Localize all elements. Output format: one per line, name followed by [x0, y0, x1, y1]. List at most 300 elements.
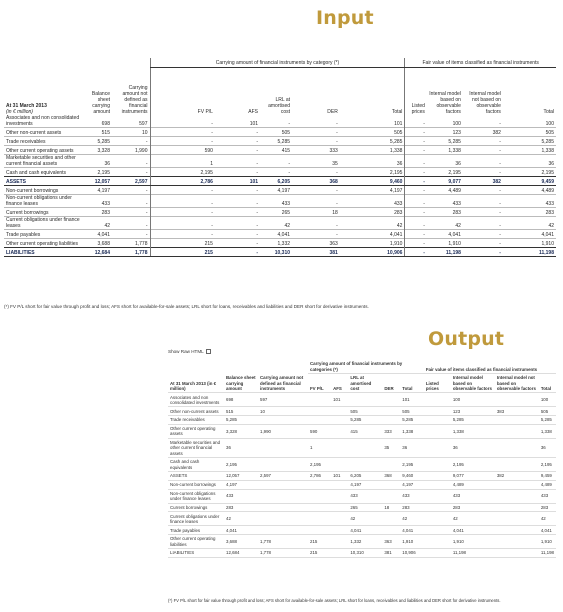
table-cell: - — [256, 232, 259, 238]
table-cell: 515 — [101, 130, 110, 136]
table-cell: - — [336, 188, 338, 194]
table-cell: - — [288, 161, 291, 167]
table-cell: 1,338 — [451, 424, 495, 438]
table-cell: 215 — [150, 248, 215, 257]
table-cell: 36 — [451, 438, 495, 457]
output-col-total2: Total — [539, 374, 556, 393]
table-cell: 215 — [150, 239, 215, 248]
table-cell — [258, 458, 308, 472]
table-cell: 36 — [539, 438, 556, 457]
table-cell — [382, 512, 400, 526]
table-cell: 2,786 — [150, 177, 215, 186]
table-cell: 4,041 — [448, 232, 461, 238]
table-cell: - — [405, 146, 427, 155]
output-financial-table — [168, 360, 556, 558]
table-cell — [424, 416, 451, 425]
row-label: Other current operating assets — [6, 148, 74, 154]
table-cell — [424, 526, 451, 535]
table-cell: 2,195 — [539, 458, 556, 472]
table-cell: 5,285 — [539, 416, 556, 425]
table-cell: 1,910 — [400, 535, 424, 549]
output-col-listed: Listed prices — [424, 374, 451, 393]
table-cell: 4,197 — [224, 480, 258, 489]
table-cell: 382 — [495, 472, 539, 481]
table-cell: - — [150, 137, 215, 146]
table-row — [168, 458, 556, 472]
table-cell: - — [256, 170, 259, 176]
table-cell: - — [336, 223, 338, 229]
table-cell: - — [336, 201, 338, 207]
table-cell: 5,285 — [348, 416, 382, 425]
row-label: Marketable securities and other current financial assets — [168, 438, 224, 457]
table-cell: 10 — [258, 407, 308, 416]
table-cell: 433 — [452, 201, 461, 207]
table-cell: - — [405, 217, 427, 230]
table-cell: 1,332 — [348, 535, 382, 549]
table-cell: 363 — [382, 535, 400, 549]
row-label: Current borrowings — [168, 503, 224, 512]
table-cell: 433 — [224, 489, 258, 503]
table-cell: - — [145, 188, 148, 194]
table-cell — [424, 424, 451, 438]
table-cell: - — [288, 170, 291, 176]
table-cell: 1,778 — [258, 549, 308, 558]
row-label: Current obligations under finance leases — [6, 217, 80, 229]
row-label: Associates and non consolidated investments — [168, 393, 224, 407]
table-row — [168, 407, 556, 416]
table-cell: 1,338 — [389, 148, 403, 154]
table-cell: 3,328 — [224, 424, 258, 438]
table-cell — [495, 512, 539, 526]
row-label: ASSETS — [168, 472, 224, 481]
table-cell: 11,198 — [451, 549, 495, 558]
toggle-checkbox[interactable] — [206, 349, 211, 354]
table-cell: - — [256, 130, 259, 136]
table-cell: 101 — [331, 393, 348, 407]
table-cell — [382, 407, 400, 416]
table-cell — [382, 480, 400, 489]
table-cell: 18 — [332, 210, 338, 216]
table-cell: 36 — [104, 161, 110, 167]
table-cell: 100 — [452, 121, 461, 127]
table-cell: 11,198 — [427, 248, 463, 257]
table-cell: - — [256, 148, 259, 154]
table-cell — [331, 407, 348, 416]
table-cell: 4,041 — [541, 232, 554, 238]
table-cell — [495, 526, 539, 535]
input-financial-table — [4, 58, 556, 257]
table-cell — [348, 393, 382, 407]
table-cell: 2,195 — [97, 170, 110, 176]
table-cell — [495, 458, 539, 472]
input-col-internal-nonobs: Internal model not based on observable factors — [469, 91, 501, 115]
input-table-body — [4, 115, 556, 257]
table-cell: 42 — [224, 512, 258, 526]
table-cell: 1,990 — [134, 148, 148, 154]
table-cell — [495, 489, 539, 503]
table-cell: 363 — [329, 241, 338, 247]
table-cell: - — [256, 210, 259, 216]
table-cell — [308, 393, 331, 407]
table-cell: 18 — [382, 503, 400, 512]
table-cell: - — [405, 208, 427, 217]
table-cell: - — [405, 115, 427, 128]
table-cell: 2,195 — [150, 168, 215, 177]
table-row — [4, 195, 556, 208]
table-cell — [331, 526, 348, 535]
table-cell: - — [145, 170, 148, 176]
table-cell: 36 — [224, 438, 258, 457]
table-cell: 215 — [308, 535, 331, 549]
table-cell: 123 — [451, 407, 495, 416]
table-cell: 283 — [224, 503, 258, 512]
table-cell — [424, 407, 451, 416]
table-cell — [495, 549, 539, 558]
table-cell: - — [405, 230, 427, 239]
table-cell — [424, 503, 451, 512]
table-cell: 42 — [284, 223, 291, 229]
table-cell: 9,459 — [503, 177, 556, 186]
table-cell — [331, 438, 348, 457]
table-row — [4, 137, 556, 146]
output-group2-header: Fair value of items classified as financial instruments — [424, 360, 556, 374]
table-row — [168, 416, 556, 425]
output-col-balance: Balance sheet carrying amount — [224, 360, 258, 393]
table-cell: 4,041 — [97, 232, 110, 238]
table-cell: 42 — [548, 223, 554, 229]
table-cell: - — [336, 121, 338, 127]
table-cell — [258, 416, 308, 425]
table-cell: - — [150, 128, 215, 137]
table-cell: - — [405, 168, 427, 177]
table-cell: 9,077 — [451, 472, 495, 481]
row-label: Cash and cash equivalents — [168, 458, 224, 472]
table-cell: 2,597 — [112, 177, 150, 186]
table-cell: 10 — [141, 130, 148, 136]
table-cell: 123 — [452, 130, 461, 136]
table-cell: 5,285 — [451, 416, 495, 425]
table-cell: 100 — [539, 393, 556, 407]
output-col-carrying-not: Carrying amount not defined as financial instruments — [258, 360, 308, 393]
table-cell: 4,197 — [400, 480, 424, 489]
table-cell: - — [256, 223, 259, 229]
table-cell: 505 — [400, 407, 424, 416]
table-cell: - — [405, 177, 427, 186]
table-cell — [308, 407, 331, 416]
input-col-total: Total — [391, 109, 403, 115]
table-cell: 1,990 — [258, 424, 308, 438]
table-cell: 1,338 — [539, 424, 556, 438]
table-cell: 590 — [150, 146, 215, 155]
table-row — [4, 186, 556, 195]
table-cell: 4,197 — [389, 188, 403, 194]
table-cell: 11,198 — [539, 549, 556, 558]
table-row — [168, 424, 556, 438]
input-col-der: DER — [327, 109, 338, 115]
table-cell: 6,205 — [348, 472, 382, 481]
table-cell: 283 — [400, 503, 424, 512]
table-cell: 283 — [394, 210, 403, 216]
table-cell: 11,198 — [503, 248, 556, 257]
table-cell: - — [336, 232, 338, 238]
table-cell: 5,285 — [97, 139, 110, 145]
row-label: Non-current borrowings — [168, 480, 224, 489]
row-label: Other current operating liabilities — [168, 535, 224, 549]
table-cell: 9,459 — [539, 472, 556, 481]
table-cell: 382 — [463, 177, 503, 186]
table-cell: 590 — [308, 424, 331, 438]
table-cell — [258, 503, 308, 512]
table-cell: 368 — [382, 472, 400, 481]
table-cell — [331, 549, 348, 558]
table-cell: 9,077 — [427, 177, 463, 186]
table-row — [168, 472, 556, 481]
table-cell: 42 — [348, 512, 382, 526]
table-cell — [348, 438, 382, 457]
table-cell — [424, 535, 451, 549]
table-cell: 3,688 — [224, 535, 258, 549]
row-label: Other current operating assets — [168, 424, 224, 438]
row-label: Non-current borrowings — [6, 188, 59, 194]
table-cell — [331, 503, 348, 512]
row-label: Current obligations under finance leases — [168, 512, 224, 526]
table-cell: 4,489 — [451, 480, 495, 489]
table-cell: - — [405, 128, 427, 137]
output-label-text: Output — [428, 328, 505, 350]
table-cell: - — [405, 186, 427, 195]
table-cell: 2,195 — [448, 170, 461, 176]
table-cell: 415 — [348, 424, 382, 438]
table-cell — [258, 480, 308, 489]
table-cell: 5,285 — [389, 139, 403, 145]
table-cell — [308, 526, 331, 535]
table-cell: 2,195 — [400, 458, 424, 472]
row-label: Trade receivables — [6, 139, 46, 145]
table-cell: 42 — [400, 512, 424, 526]
table-cell: 5,285 — [400, 416, 424, 425]
table-row — [4, 230, 556, 239]
table-cell — [424, 393, 451, 407]
table-cell: 35 — [332, 161, 338, 167]
table-row — [168, 549, 556, 558]
table-cell: 3,328 — [97, 148, 110, 154]
row-label: LIABILITIES — [168, 549, 224, 558]
table-cell: - — [405, 137, 427, 146]
table-cell: 1,910 — [389, 241, 403, 247]
table-cell — [258, 526, 308, 535]
table-cell: 1,338 — [400, 424, 424, 438]
table-cell — [495, 393, 539, 407]
input-col-total2: Total — [543, 109, 554, 115]
table-row — [168, 535, 556, 549]
table-cell: - — [499, 170, 501, 176]
row-label: Trade payables — [168, 526, 224, 535]
table-cell — [424, 489, 451, 503]
table-cell: 12,684 — [224, 549, 258, 558]
table-cell: - — [150, 115, 215, 128]
table-cell: - — [499, 188, 501, 194]
table-row — [168, 393, 556, 407]
table-cell: - — [499, 148, 501, 154]
table-cell: - — [145, 232, 148, 238]
table-row — [168, 526, 556, 535]
table-cell: 10,310 — [260, 248, 292, 257]
table-cell — [424, 472, 451, 481]
table-cell — [495, 438, 539, 457]
table-row — [4, 217, 556, 230]
table-cell: 42 — [539, 512, 556, 526]
input-col-listed: Listed prices — [405, 67, 427, 115]
table-cell: 381 — [292, 248, 340, 257]
table-cell: 42 — [104, 223, 110, 229]
row-label: Marketable securities and other current financial assets — [6, 155, 76, 167]
table-cell: 4,197 — [277, 188, 291, 194]
table-cell: - — [256, 201, 259, 207]
table-cell: - — [150, 186, 215, 195]
table-cell — [382, 489, 400, 503]
table-cell: 283 — [545, 210, 554, 216]
table-cell: 10,906 — [400, 549, 424, 558]
table-cell — [424, 512, 451, 526]
table-cell: 101 — [400, 393, 424, 407]
table-row — [168, 503, 556, 512]
table-cell: 42 — [455, 223, 461, 229]
table-cell: - — [145, 223, 148, 229]
table-cell: 12,057 — [224, 472, 258, 481]
toggle-label: Show Raw HTML — [168, 349, 204, 354]
table-cell: 433 — [348, 489, 382, 503]
output-col-total: Total — [400, 374, 424, 393]
table-cell: - — [499, 241, 501, 247]
show-raw-html-toggle[interactable] — [168, 349, 211, 354]
table-cell: - — [256, 188, 259, 194]
table-cell: - — [288, 121, 291, 127]
table-cell: 5,285 — [448, 139, 461, 145]
table-cell: 9,460 — [340, 177, 405, 186]
table-row — [4, 239, 556, 248]
output-footnote: (*) FV P/L short for fair value through profit and loss; AFS short for available-for-sale assets; LRL short for loans, receivables and liabilities and DER short for derivative instruments. — [168, 598, 501, 603]
table-cell: 1,910 — [451, 535, 495, 549]
output-col-lrl: LRL at amortised cost — [348, 374, 382, 393]
table-cell: 1,778 — [258, 535, 308, 549]
table-cell: 2,195 — [224, 458, 258, 472]
table-cell: 6,205 — [260, 177, 292, 186]
table-row — [4, 177, 556, 186]
table-cell: 100 — [451, 393, 495, 407]
table-cell: 2,195 — [541, 170, 554, 176]
table-cell: - — [150, 208, 215, 217]
row-label: Non-current obligations under finance leases — [168, 489, 224, 503]
table-cell: 101 — [394, 121, 403, 127]
table-cell: 415 — [281, 148, 291, 154]
table-cell — [331, 535, 348, 549]
table-cell: 433 — [451, 489, 495, 503]
row-label: Current borrowings — [6, 210, 49, 216]
table-cell: - — [499, 161, 501, 167]
table-cell: 433 — [101, 201, 110, 207]
table-cell: 1,910 — [541, 241, 554, 247]
input-group1-header: Carrying amount of financial instruments by category (*) — [150, 58, 405, 67]
table-cell — [495, 416, 539, 425]
table-cell — [258, 489, 308, 503]
table-cell: - — [145, 210, 148, 216]
table-cell: 368 — [292, 177, 340, 186]
table-cell: 265 — [348, 503, 382, 512]
table-cell: 36 — [400, 438, 424, 457]
table-cell — [308, 480, 331, 489]
table-cell: - — [150, 195, 215, 208]
table-cell: 1,910 — [448, 241, 461, 247]
input-col-lrl: LRL at amortised cost — [268, 97, 291, 115]
output-date-header: At 31 March 2013 (in € million) — [168, 360, 224, 393]
table-cell: 505 — [348, 407, 382, 416]
table-cell: 36 — [455, 161, 461, 167]
table-cell: 4,041 — [539, 526, 556, 535]
table-cell: 265 — [281, 210, 291, 216]
table-cell — [258, 438, 308, 457]
table-row — [4, 208, 556, 217]
table-cell: 101 — [249, 121, 259, 127]
table-cell — [331, 416, 348, 425]
table-cell — [424, 549, 451, 558]
table-cell: 2,786 — [308, 472, 331, 481]
table-row — [168, 489, 556, 503]
input-date-sub: (in € million) — [6, 109, 33, 115]
table-cell: 4,041 — [277, 232, 291, 238]
table-cell: - — [336, 139, 338, 145]
table-cell: - — [215, 248, 260, 257]
table-cell — [331, 480, 348, 489]
output-table-body — [168, 393, 556, 558]
table-cell: 42 — [396, 223, 403, 229]
table-cell: 505 — [545, 130, 554, 136]
row-label: LIABILITIES — [4, 248, 82, 257]
table-cell — [495, 424, 539, 438]
table-cell: - — [145, 201, 148, 207]
output-col-fvpl: FV P/L — [308, 374, 331, 393]
table-cell: - — [499, 139, 501, 145]
table-cell: 2,195 — [451, 458, 495, 472]
table-row — [4, 146, 556, 155]
table-cell: - — [336, 130, 338, 136]
table-cell: 4,041 — [348, 526, 382, 535]
table-cell: 5,285 — [541, 139, 554, 145]
table-cell: 1 — [308, 438, 331, 457]
table-cell: 382 — [492, 130, 501, 136]
table-cell: - — [405, 248, 427, 257]
table-cell: - — [256, 139, 259, 145]
table-cell: 505 — [394, 130, 403, 136]
row-label: Other non-current assets — [168, 407, 224, 416]
table-cell — [382, 526, 400, 535]
table-cell: 9,460 — [400, 472, 424, 481]
table-cell: 4,041 — [400, 526, 424, 535]
row-label: Trade receivables — [168, 416, 224, 425]
table-cell: 35 — [382, 438, 400, 457]
table-cell: - — [499, 201, 501, 207]
output-col-afs: AFS — [331, 374, 348, 393]
table-cell: - — [405, 239, 427, 248]
table-cell: - — [499, 223, 501, 229]
table-cell: 101 — [215, 177, 260, 186]
output-col-der: DER — [382, 374, 400, 393]
table-cell: 4,197 — [97, 188, 110, 194]
table-cell: 433 — [281, 201, 291, 207]
table-cell: 12,684 — [82, 248, 112, 257]
table-cell: 1,338 — [448, 148, 461, 154]
input-col-afs: AFS — [248, 109, 259, 115]
table-cell — [495, 480, 539, 489]
